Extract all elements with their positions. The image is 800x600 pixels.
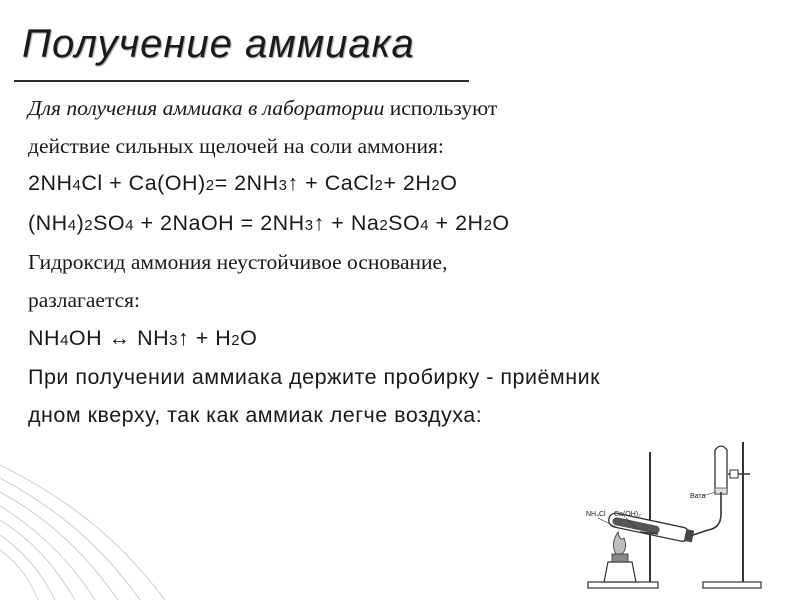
eq-subscript: 4: [72, 177, 82, 195]
eq-part: = 2NH: [214, 171, 279, 196]
eq-part: SO: [388, 210, 421, 235]
eq-subscript: 2: [483, 216, 493, 234]
eq-part: + 2H: [383, 171, 432, 196]
eq-subscript: 2: [205, 177, 215, 195]
collecting-tube: [715, 446, 727, 494]
left-stand-base: [588, 582, 658, 588]
eq-part: NH: [28, 325, 61, 350]
eq-part: O: [440, 171, 458, 196]
lab-apparatus-illustration: [578, 432, 768, 597]
text-line-5: Гидроксид аммония неустойчивое основание,: [28, 250, 448, 275]
title-underline: [14, 80, 469, 82]
burner: [604, 562, 636, 582]
eq-subscript: 2: [431, 177, 441, 195]
equation-3: [28, 320, 788, 360]
text-line-2: действие сильных щелочей на соли аммония:: [28, 133, 444, 158]
flame-icon: [613, 532, 625, 554]
eq-subscript: 2: [379, 216, 389, 234]
eq-part: ↑ + CaCl: [287, 171, 375, 196]
eq-subscript: 3: [304, 216, 314, 234]
eq-subscript: 4: [67, 216, 77, 234]
eq-part: OH ↔ NH: [68, 325, 170, 350]
eq-part: ↑ + H: [178, 325, 232, 350]
eq-part: ↑ + Na: [313, 210, 380, 235]
text-line-1: [28, 90, 788, 128]
label-vata: Вата: [690, 493, 706, 500]
eq-subscript: 2: [84, 216, 94, 234]
right-stand-base: [703, 582, 761, 588]
eq-subscript: 3: [278, 177, 288, 195]
label-caoh2: Ca(OH)₂: [614, 511, 641, 518]
page-title: Получение аммиака: [22, 22, 415, 66]
label-nh4cl: NH₄Cl: [586, 511, 606, 518]
eq-subscript: 4: [420, 216, 430, 234]
eq-subscript: 4: [60, 331, 69, 349]
text-line-6: разлагается:: [28, 287, 141, 312]
eq-part: (NH: [28, 210, 68, 235]
eq-part: O: [240, 325, 258, 350]
eq-subscript: 2: [374, 177, 384, 195]
equation-1: [28, 165, 788, 205]
text-fragment: используют: [384, 96, 498, 120]
text-line-8: При получении аммиака держите пробирку - приёмник: [28, 365, 601, 390]
burner-top: [612, 554, 628, 562]
eq-part: O: [492, 210, 510, 235]
eq-part: Cl + Ca(OH): [81, 171, 206, 196]
text-line-9: дном кверху, так как аммиак легче воздуха:: [28, 402, 483, 427]
eq-subscript: 2: [231, 331, 241, 349]
eq-subscript: 3: [169, 331, 178, 349]
italic-phrase: Для получения аммиака в лаборатории: [28, 96, 385, 120]
eq-part: + 2H: [429, 210, 484, 235]
eq-part: 2NH: [28, 171, 73, 196]
eq-subscript: 4: [125, 216, 134, 234]
eq-part: + 2NaOH = 2NH: [134, 210, 305, 235]
eq-part: ): [76, 210, 85, 235]
eq-part: SO: [93, 210, 126, 235]
right-clamp-box: [730, 470, 738, 478]
body-text: [28, 90, 788, 434]
equation-2: [28, 205, 788, 245]
